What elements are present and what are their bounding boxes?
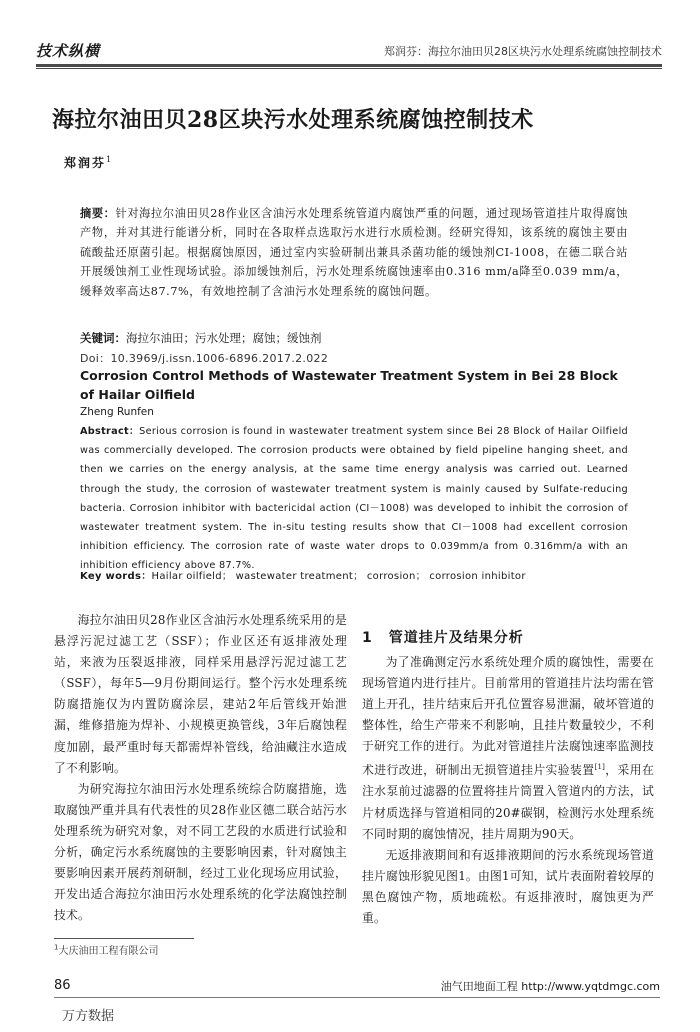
footnote-rule — [54, 938, 194, 939]
abstract-cn-label: 摘要： — [80, 207, 116, 220]
body-paragraph: 无返排液期间和有返排液期间的污水系统现场管道挂片腐蚀形貌见图1。由图1可知，试片表面附着较厚的黑色腐蚀产物，质地疏松。有返排液时，腐蚀更为严重。 — [362, 847, 654, 926]
english-author: Zheng Runfen — [80, 406, 154, 418]
section-heading — [362, 627, 524, 647]
article-title: 海拉尔油田贝28区块污水处理系统腐蚀控制技术 — [52, 107, 534, 133]
footer-rule — [54, 997, 660, 998]
body-left-column — [54, 610, 347, 926]
english-abstract — [80, 422, 628, 576]
abstract-cn-text: 针对海拉尔油田贝28作业区含油污水处理系统管道内腐蚀严重的问题，通过现场管道挂片取得腐蚀产物，并对其进行能谱分析，同时在各取样点选取污水进行水质检测。经研究得知，该系统的腐蚀主要由硫酸盐还原菌引起。根据腐蚀原因，通过室内实验研制出兼具杀菌功能的缓蚀剂CI-1008，在德二联合站开展缓蚀剂工业性现场试验。添加缓蚀剂后，污水处理系统腐蚀速率由0.316 mm/a降至0.039 mm/a，缓释效率高达87.7%，有效地控制了含油污水处理系统的腐蚀问题。 — [80, 207, 628, 298]
english-keywords — [80, 567, 526, 582]
keywords-cn-label: 关键词： — [80, 331, 126, 345]
english-abstract-label: Abstract： — [80, 426, 140, 437]
header-rule — [36, 64, 662, 67]
english-keywords-text: Hailar oilfield； wastewater treatment； corrosion； corrosion inhibitor — [151, 571, 526, 582]
watermark-text: 万方数据 — [62, 1009, 115, 1024]
footnote-text: 大庆油田工程有限公司 — [58, 946, 159, 957]
running-title: 郑润芬：海拉尔油田贝28区块污水处理系统腐蚀控制技术 — [384, 45, 662, 58]
author-affiliation-mark: 1 — [106, 155, 114, 164]
english-keywords-label: Key words： — [80, 571, 152, 582]
body-paragraph — [362, 652, 654, 845]
footnote — [54, 942, 158, 957]
page-number: 86 — [54, 978, 71, 993]
doi-link[interactable]: Doi：10.3969/j.issn.1006-6896.2017.2.022 — [80, 352, 329, 365]
citation-ref[interactable]: [1] — [594, 763, 606, 772]
body-paragraph: 海拉尔油田贝28作业区含油污水处理系统采用的是悬浮污泥过滤工艺（SSF）；作业区还有返排液处理站，来液为压裂返排液，同样采用悬浮污泥过滤工艺（SSF），每年5—9月份期间运行。整个污水处理系统防腐措施仅为内置防腐涂层，建站2年后管线开始泄漏，维修措施为焊补、小规模更换管线，3年后腐蚀程度加剧，最严重时每天都需焊补管线，给油藏注水造成了不利影响。 — [54, 613, 347, 775]
section-title: 管道挂片及结果分析 — [388, 630, 524, 646]
section-label: 技术纵横 — [36, 42, 101, 60]
english-title: Corrosion Control Methods of Wastewater Treatment System in Bei 28 Block of Hailar Oilfield — [80, 368, 618, 402]
keywords-cn-text: 海拉尔油田；污水处理；腐蚀；缓蚀剂 — [126, 331, 322, 345]
body-right-column — [362, 652, 654, 929]
header-rule-thin — [36, 68, 662, 69]
journal-info: 油气田地面工程 http://www.yqtdmgc.com — [440, 980, 660, 993]
body-text: ，采用在注水泵前过滤器的位置将挂片筒置入管道内的方法，试片材质选择与管道相同的20#碳钢，检测污水处理系统不同时期的腐蚀情况，挂片周期为90天。 — [362, 763, 654, 841]
section-number: 1 — [362, 630, 373, 646]
body-text: 为了准确测定污水系统处理介质的腐蚀性，需要在现场管道内进行挂片。目前常用的管道挂片法均需在管道上开孔，挂片结束后开孔位置容易泄漏，破坏管道的整体性，给生产带来不利影响，且挂片数量较少，不利于研究工作的进行。为此对管道挂片法腐蚀速率监测技术进行改进，研制出无损管道挂片实验装置 — [362, 655, 654, 778]
body-paragraph: 为研究海拉尔油田污水处理系统综合防腐措施，选取腐蚀严重并具有代表性的贝28作业区德二联合站污水处理系统为研究对象，对不同工艺段的水质进行试验和分析，确定污水系统腐蚀的主要影响因素，针对腐蚀主要影响因素开展药剂研制，经过工业化现场应用试验，开发出适合海拉尔油田污水处理系统的化学法腐蚀控制技术。 — [54, 781, 347, 923]
author-name: 郑润芬 — [64, 156, 107, 170]
footnote-mark: 1 — [54, 943, 59, 952]
abstract-cn — [80, 204, 628, 301]
author — [64, 154, 113, 171]
keywords-cn — [80, 330, 322, 346]
english-abstract-text: Serious corrosion is found in wastewater treatment system since Bei 28 Block of Hailar Oilfield was commercially developed. The corrosion products were obtained by field pipeline hanging sheet, and then we carries on the energy analysis, at the same time energy analysis was carried out. Learned through the study, the corrosion of wastewater treatment system is mainly caused by Sulfate-reducing bacteria. Corrosion inhibitor with bactericidal action (CI－1008) was developed to inhibit the corrosion of wastewater treatment system. The in-situ testing results show that CI－1008 had excellent corrosion inhibition efficiency. The corrosion rate of waste water drops to 0.039mm/a from 0.316mm/a with an inhibition efficiency above 87.7%. — [80, 426, 629, 572]
